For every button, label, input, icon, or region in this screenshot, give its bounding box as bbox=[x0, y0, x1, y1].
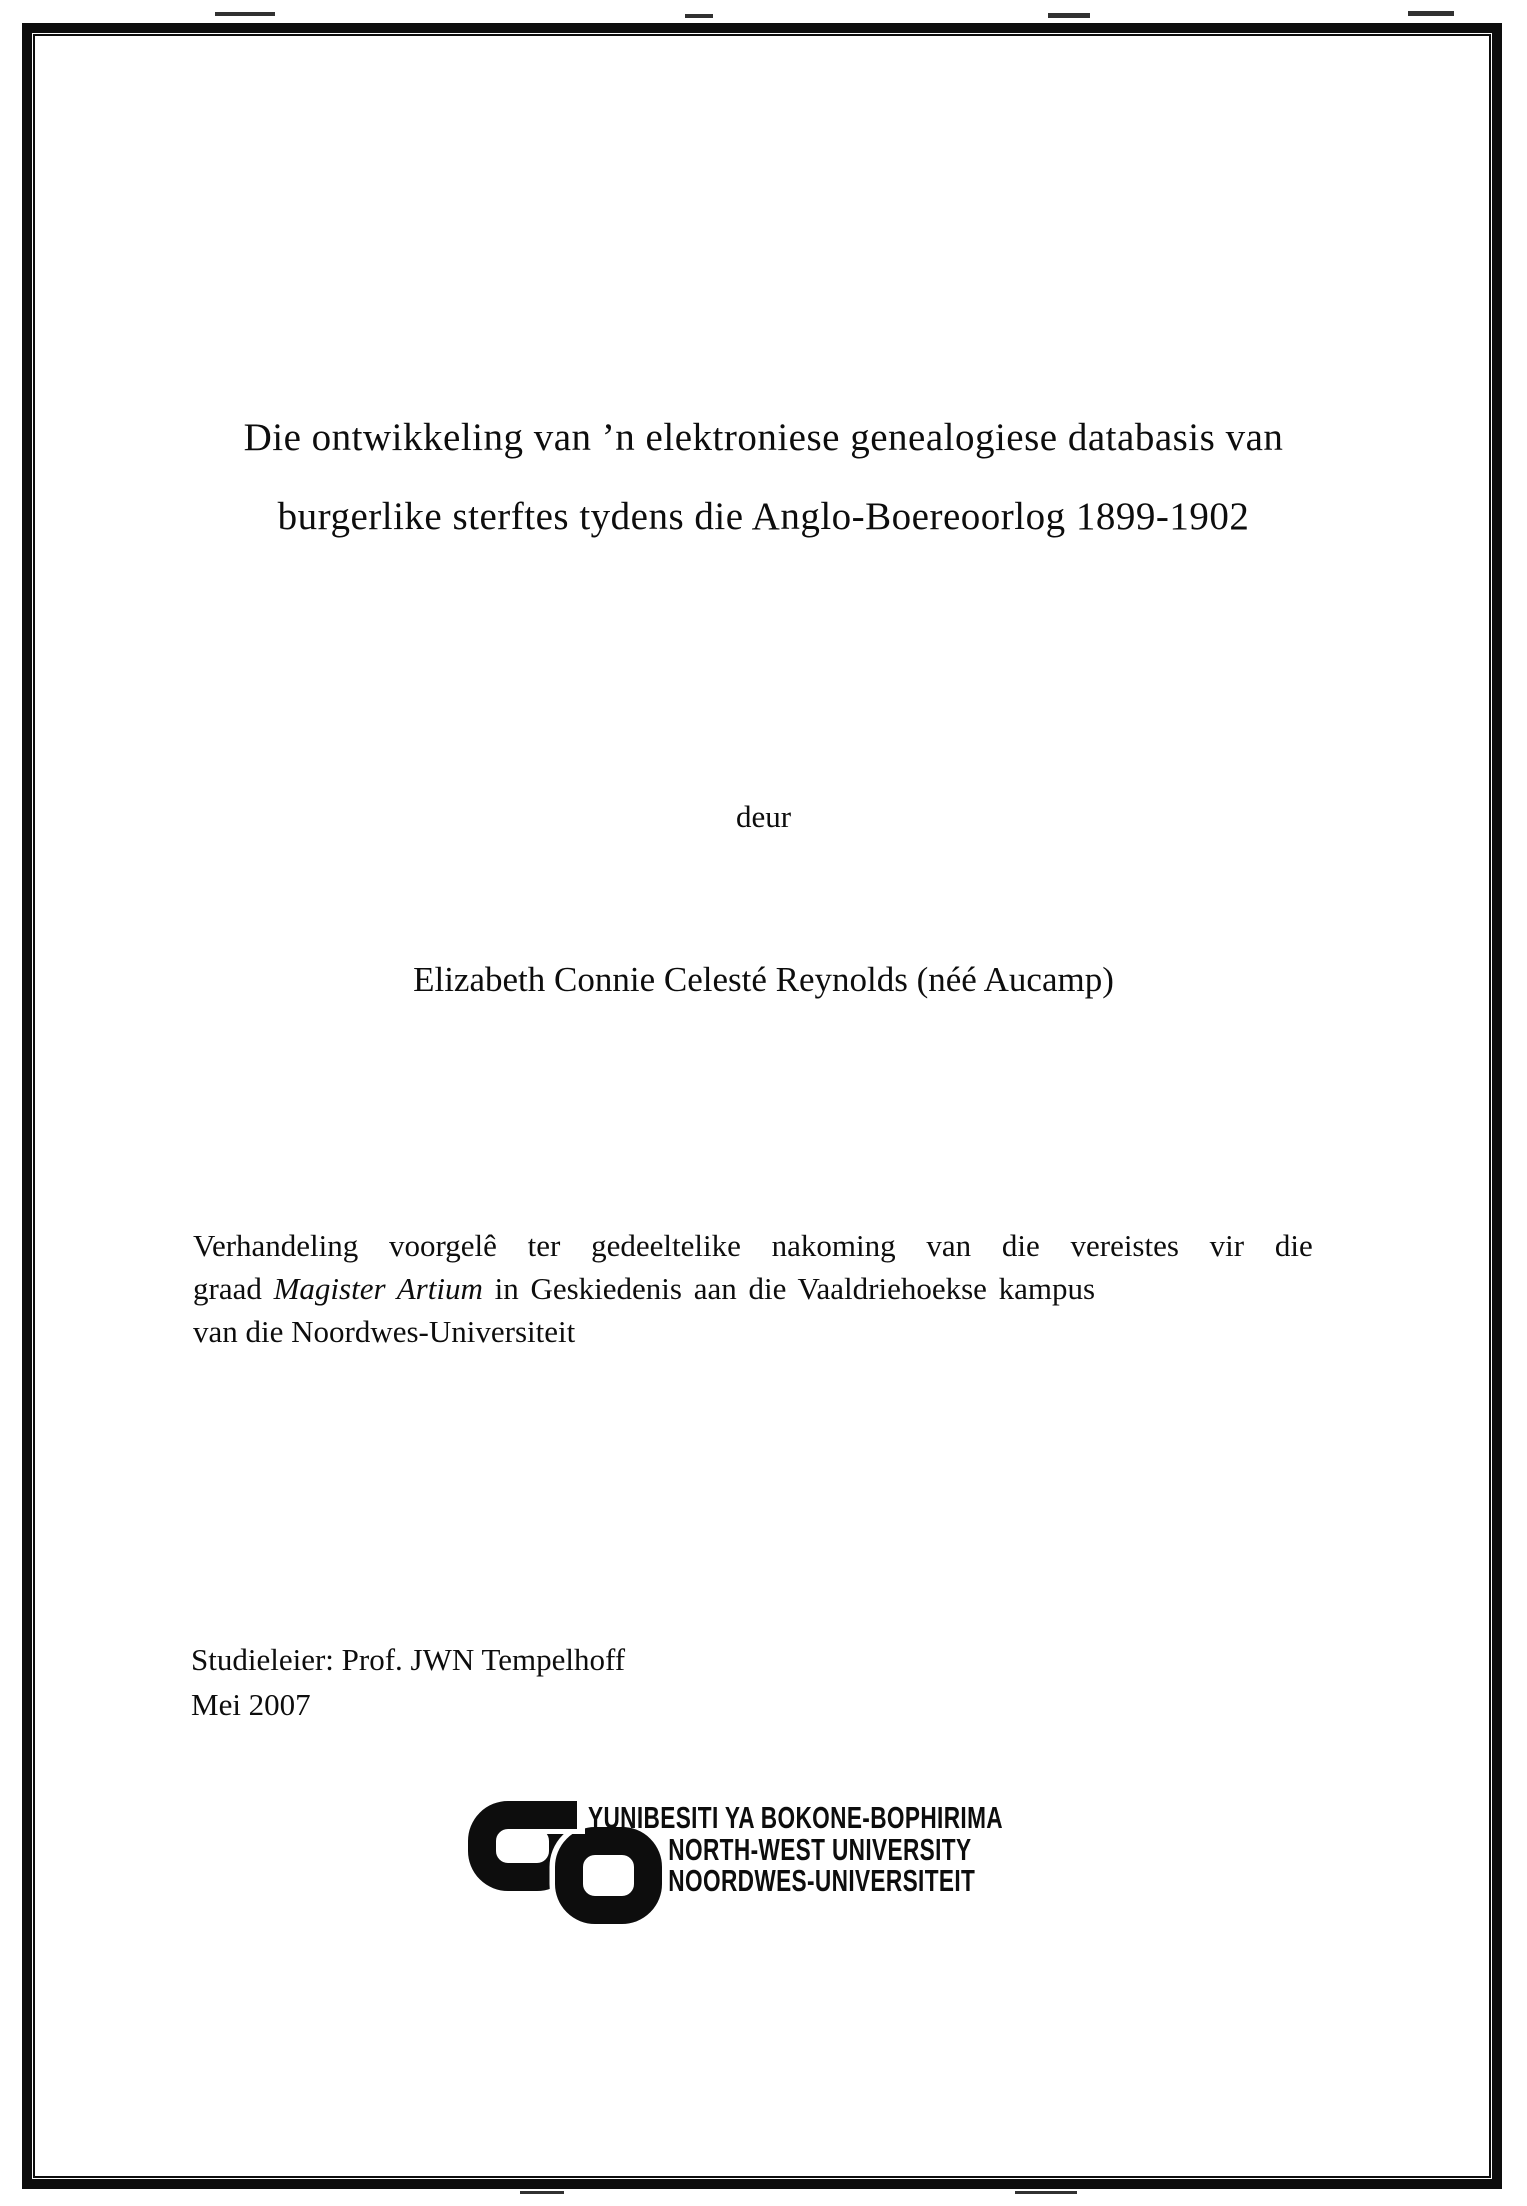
thesis-title bbox=[0, 398, 1527, 556]
degree-name-italic: Magister Artium bbox=[273, 1271, 483, 1306]
author-name: Elizabeth Connie Celesté Reynolds (néé Aucamp) bbox=[413, 960, 1114, 999]
logo-line-english: NORTH-WEST UNIVERSITY bbox=[668, 1831, 972, 1867]
byline: deur bbox=[735, 799, 792, 834]
university-logo-text bbox=[588, 1802, 1156, 1897]
logo-line-setswana: YUNIBESITI YA BOKONE-BOPHIRIMA bbox=[588, 1800, 1003, 1835]
scan-artifact-dash bbox=[1408, 11, 1454, 16]
scan-artifact-dash bbox=[685, 14, 713, 18]
logo-line-afrikaans: NOORDWES-UNIVERSITEIT bbox=[668, 1863, 976, 1898]
thesis-title-line1: Die ontwikkeling van ’n elektroniese genealogiese databasis van bbox=[243, 416, 1284, 459]
thesis-title-line2: burgerlike sterftes tydens die Anglo-Boereoorlog 1899-1902 bbox=[277, 495, 1250, 538]
supervisor-line: Studieleier: Prof. JWN Tempelhoff bbox=[191, 1642, 626, 1677]
scan-artifact-dash bbox=[520, 2191, 564, 2194]
degree-statement-line2: graad Magister Artium in Geskiedenis aan die Vaaldriehoekse kampus bbox=[193, 1271, 1096, 1306]
credits-block bbox=[191, 1637, 625, 1727]
scan-artifact-dash bbox=[215, 12, 275, 16]
degree-statement-line1: Verhandeling voorgelê ter gedeeltelike nakoming van die vereistes vir die bbox=[193, 1228, 1313, 1263]
scan-artifact-dash bbox=[1048, 13, 1090, 18]
degree-statement bbox=[193, 1224, 1373, 1353]
degree-statement-line3: van die Noordwes-Universiteit bbox=[193, 1314, 576, 1349]
date-line: Mei 2007 bbox=[191, 1687, 311, 1722]
scan-artifact-dash bbox=[1015, 2191, 1077, 2194]
